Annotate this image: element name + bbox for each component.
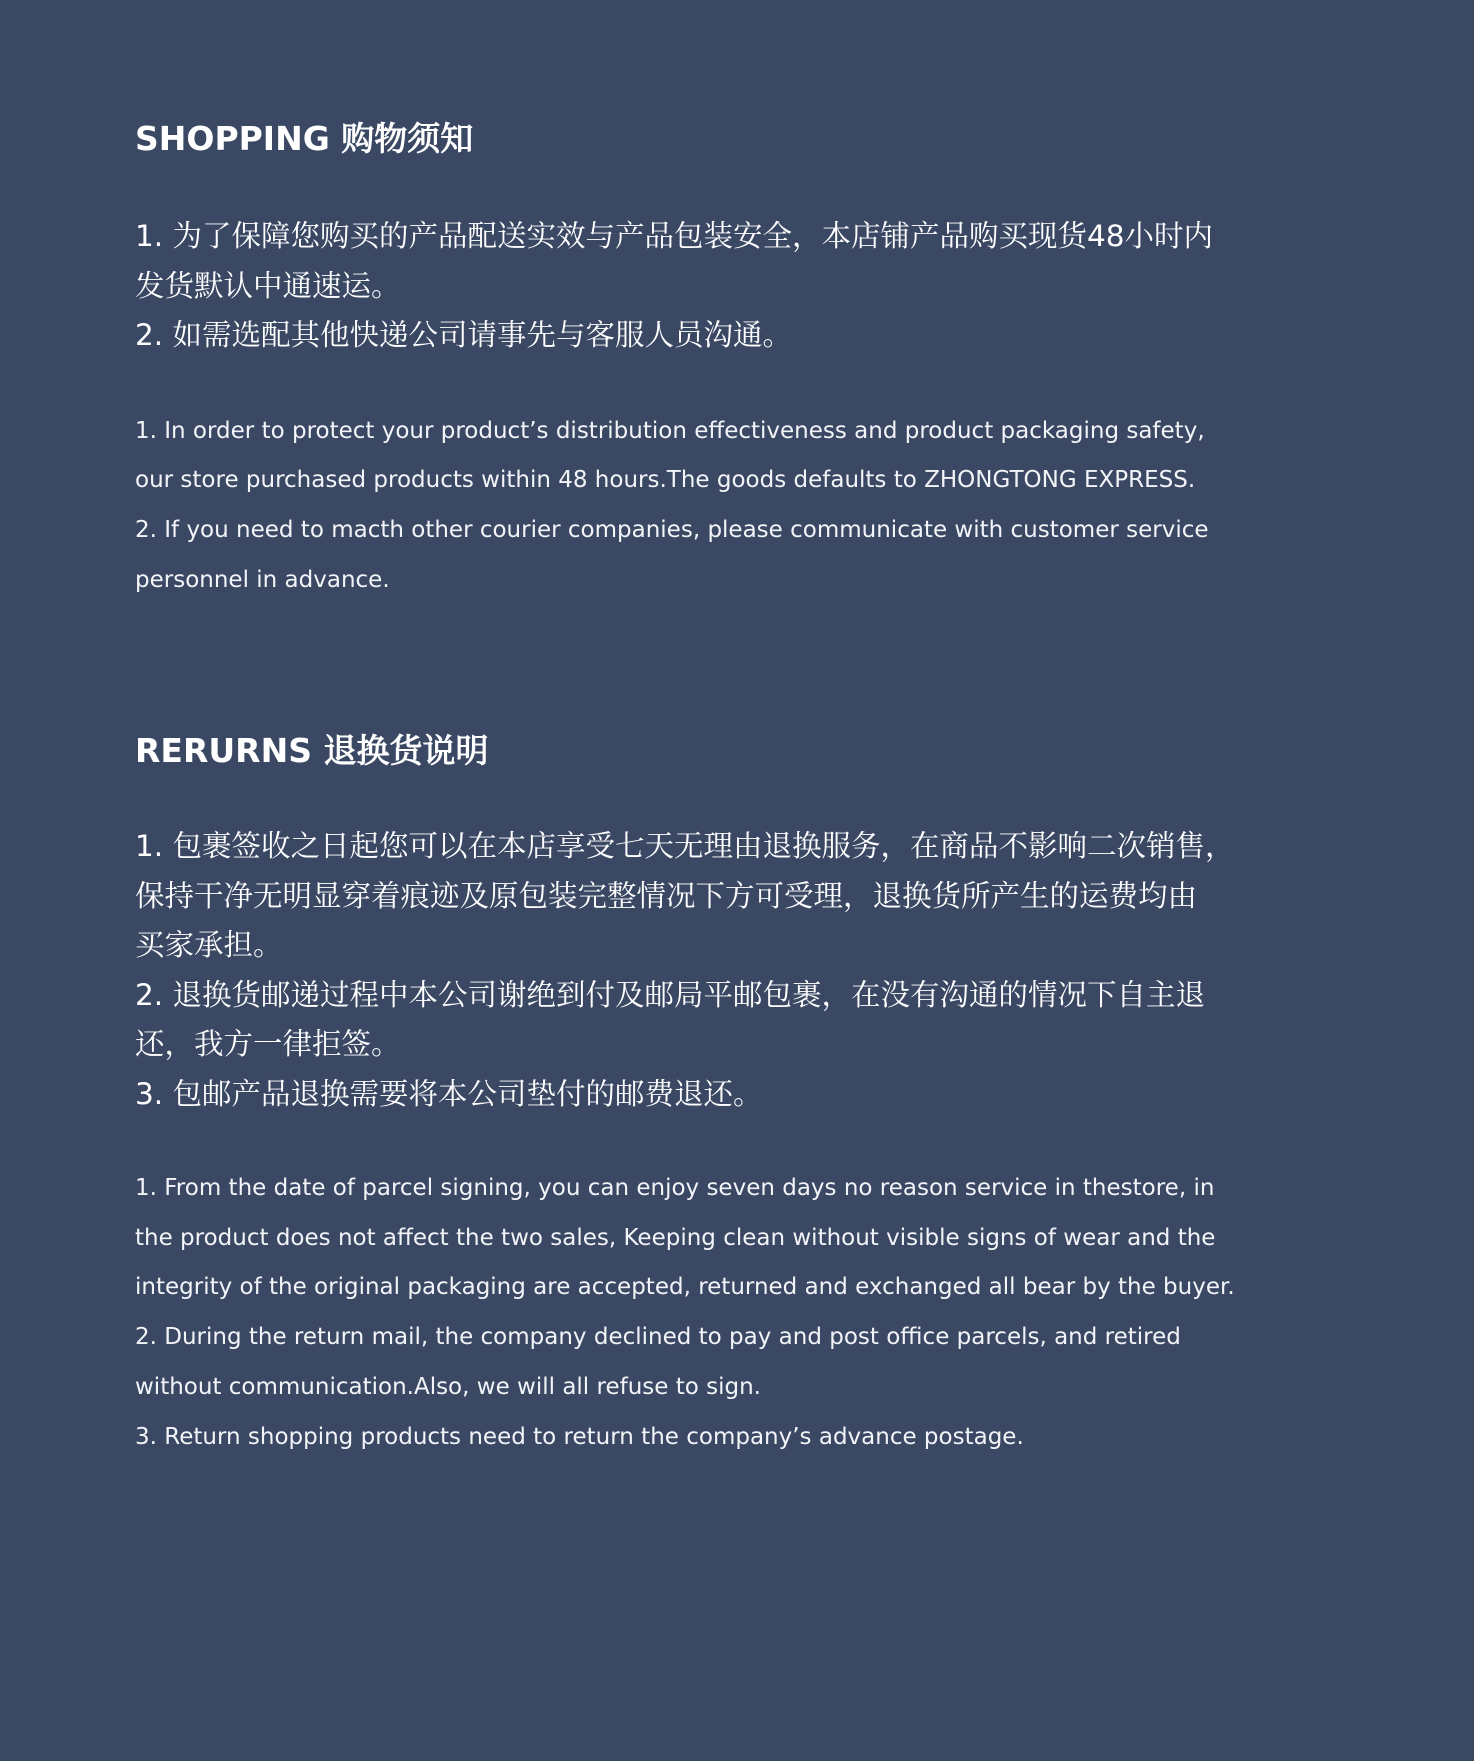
- shopping-section: [135, 112, 1345, 605]
- returns-en-line: the product does not affect the two sales, Keeping clean without visible signs of wear and the: [135, 1224, 1216, 1251]
- returns-zh-line: 1. 包裹签收之日起您可以在本店享受七天无理由退换服务，在商品不影响二次销售，: [135, 829, 1235, 863]
- shopping-chinese-text: [135, 212, 1345, 361]
- returns-en-line: integrity of the original packaging are accepted, returned and exchanged all bear by the buyer.: [135, 1274, 1235, 1301]
- shopping-english-text: [135, 407, 1345, 606]
- returns-en-line: without communication.Also, we will all refuse to sign.: [135, 1373, 761, 1400]
- returns-zh-line: 2. 退换货邮递过程中本公司谢绝到付及邮局平邮包裹，在没有沟通的情况下自主退: [135, 977, 1206, 1012]
- shopping-en-line: our store purchased products within 48 hours.The goods defaults to ZHONGTONG EXPRESS.: [135, 467, 1196, 494]
- returns-zh-line: 3. 包邮产品退换需要将本公司垫付的邮费退还。: [135, 1076, 763, 1111]
- returns-en-line: 2. During the return mail, the company declined to pay and post office parcels, and retired: [135, 1324, 1181, 1351]
- returns-en-line: 3. Return shopping products need to return the company’s advance postage.: [135, 1423, 1024, 1450]
- returns-english-text: [135, 1164, 1345, 1462]
- shopping-zh-line: 1. 为了保障您购买的产品配送实效与产品包装安全，本店铺产品购买现货48小时内: [135, 219, 1214, 253]
- returns-section: [135, 724, 1345, 1462]
- shopping-zh-line: 发货默认中通速运。: [135, 268, 401, 303]
- returns-title: RERURNS 退换货说明: [135, 731, 489, 770]
- returns-zh-line: 买家承担。: [135, 928, 283, 962]
- returns-zh-line: 保持干净无明显穿着痕迹及原包装完整情况下方可受理，退换货所产生的运费均由: [135, 878, 1198, 913]
- returns-zh-line: 还，我方一律拒签。: [135, 1027, 401, 1061]
- shopping-en-line: 1. In order to protect your product’s distribution effectiveness and product packaging safety,: [135, 417, 1205, 444]
- returns-chinese-text: [135, 822, 1345, 1119]
- returns-en-line: 1. From the date of parcel signing, you can enjoy seven days no reason service in thestore, in: [135, 1175, 1215, 1201]
- shopping-title: SHOPPING 购物须知: [135, 119, 474, 158]
- shopping-en-line: 2. If you need to macth other courier companies, please communicate with customer service: [135, 516, 1209, 543]
- shopping-en-line: personnel in advance.: [135, 566, 390, 593]
- shopping-zh-line: 2. 如需选配其他快递公司请事先与客服人员沟通。: [135, 318, 793, 352]
